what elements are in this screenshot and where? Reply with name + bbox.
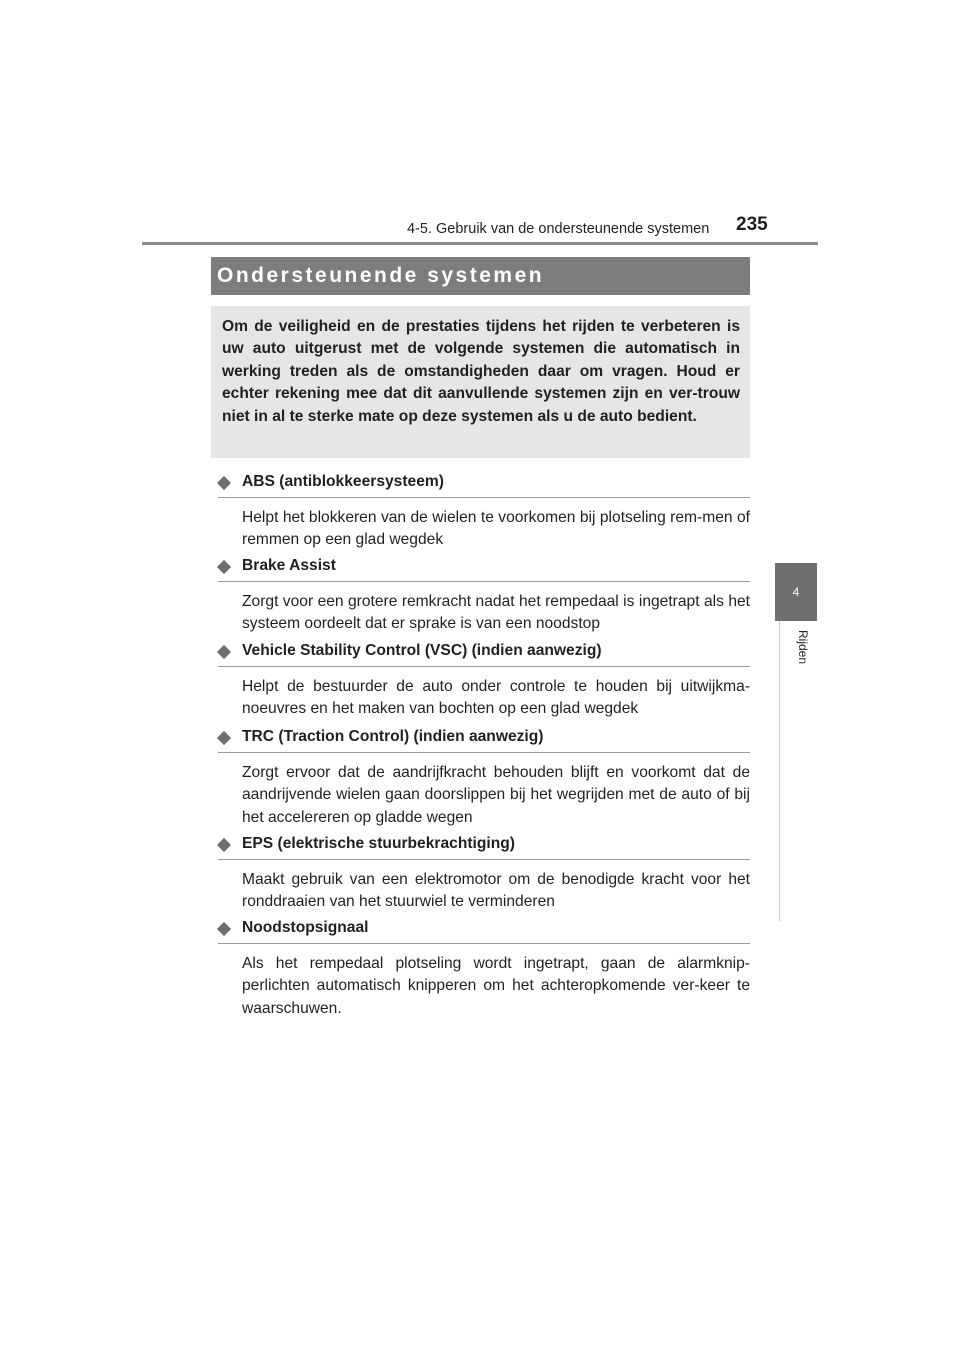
- header-section-path: 4-5. Gebruik van de ondersteunende systemen: [407, 221, 710, 237]
- section-vsc: [218, 642, 750, 721]
- section-rule: [218, 497, 750, 498]
- diamond-bullet-icon: [217, 922, 231, 936]
- section-trc: [218, 728, 750, 829]
- section-rule: [218, 943, 750, 944]
- diamond-bullet-icon: [217, 838, 231, 852]
- intro-text: Om de veiligheid en de prestaties tijdens het rijden te verbeteren is uw auto uitgerust met de volgende systemen die automatisch in werking treden als de omstandigheden daar om vragen. Houd er echter rekening mee dat dit aanvullende systemen zijn en ver-trouw niet in al te sterke mate op deze systemen als u de auto bedient.: [222, 318, 740, 425]
- section-title: Noodstopsignaal: [242, 919, 369, 936]
- section-title-bar: [211, 257, 750, 295]
- page-title: Ondersteunende systemen: [217, 264, 545, 287]
- intro-box: [211, 306, 750, 458]
- page-number: 235: [736, 214, 768, 235]
- section-body: Helpt het blokkeren van de wielen te voorkomen bij plotseling rem-men of remmen op een glad wegdek: [242, 509, 750, 549]
- section-rule: [218, 581, 750, 582]
- section-title: Vehicle Stability Control (VSC) (indien aanwezig): [242, 642, 602, 659]
- section-title: Brake Assist: [242, 557, 336, 574]
- chapter-tab: [775, 563, 817, 621]
- section-body: Maakt gebruik van een elektromotor om de benodigde kracht voor het ronddraaien van het stuurwiel te verminderen: [242, 871, 750, 911]
- section-title: TRC (Traction Control) (indien aanwezig): [242, 728, 544, 745]
- section-brake-assist: [218, 557, 750, 636]
- section-title: EPS (elektrische stuurbekrachtiging): [242, 835, 515, 852]
- diamond-bullet-icon: [217, 645, 231, 659]
- section-heading: [218, 557, 750, 579]
- chapter-rule: [779, 621, 780, 921]
- section-body: Als het rempedaal plotseling wordt ingetrapt, gaan de alarmknip-perlichten automatisch knipperen om het achteropkomende ver-keer te waarschuwen.: [242, 955, 750, 1017]
- section-title: ABS (antiblokkeersysteem): [242, 473, 444, 490]
- section-abs: [218, 473, 750, 552]
- diamond-bullet-icon: [217, 560, 231, 574]
- section-heading: [218, 919, 750, 941]
- chapter-label: Rijden: [796, 630, 810, 665]
- diamond-bullet-icon: [217, 731, 231, 745]
- section-eps: [218, 835, 750, 914]
- chapter-number: 4: [792, 585, 800, 599]
- section-heading: [218, 835, 750, 857]
- section-rule: [218, 752, 750, 753]
- section-rule: [218, 666, 750, 667]
- diamond-bullet-icon: [217, 476, 231, 490]
- section-rule: [218, 859, 750, 860]
- section-noodstopsignaal: [218, 919, 750, 1020]
- section-heading: [218, 728, 750, 750]
- section-body: Zorgt ervoor dat de aandrijfkracht behouden blijft en voorkomt dat de aandrijvende wielen gaan doorslippen bij het wegrijden met de auto of bij het accelereren op gladde wegen: [242, 764, 750, 826]
- section-heading: [218, 473, 750, 495]
- header-rule: [142, 242, 818, 245]
- section-heading: [218, 642, 750, 664]
- section-body: Zorgt voor een grotere remkracht nadat het rempedaal is ingetrapt als het systeem oordeelt dat er sprake is van een noodstop: [242, 593, 750, 633]
- section-body: Helpt de bestuurder de auto onder controle te houden bij uitwijkma-noeuvres en het maken van bochten op een glad wegdek: [242, 678, 750, 718]
